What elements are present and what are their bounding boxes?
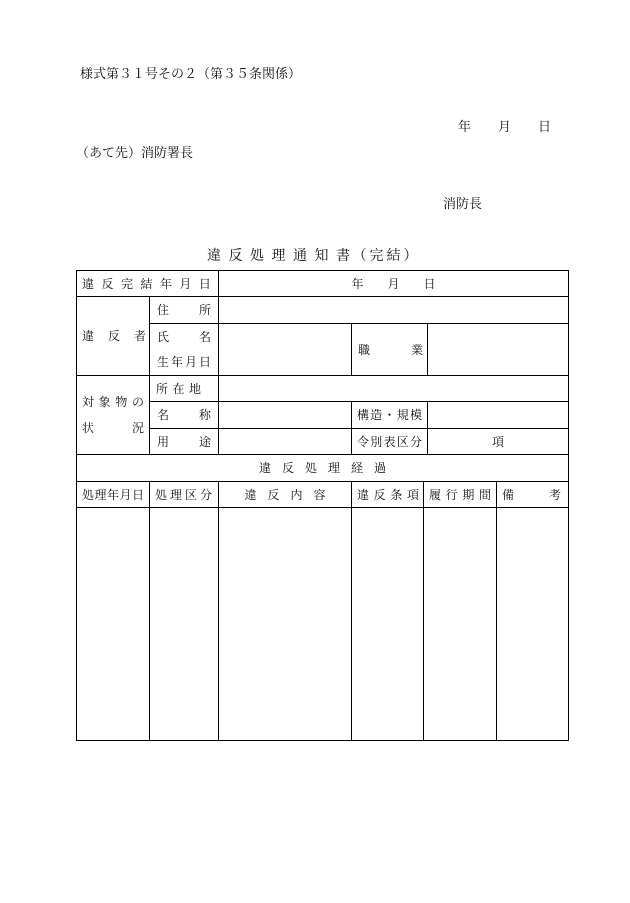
name-birthdate-labels — [157, 331, 211, 368]
completion-date-fields — [219, 278, 568, 290]
title-main: 違反処理通知書 — [207, 248, 358, 264]
history-column-remarks — [496, 507, 569, 741]
name-birthdate-value-cell — [218, 323, 352, 376]
label-character: 理 — [94, 487, 107, 502]
label-character: 対 — [82, 395, 95, 409]
completion-date-day-label: 日 — [423, 276, 436, 291]
document-title — [207, 249, 421, 263]
label-character: 項 — [406, 487, 419, 502]
ordinance-category-value-cell — [427, 428, 569, 455]
label-character: 名 — [157, 408, 170, 422]
label-character: 結 — [140, 276, 153, 291]
issue-date — [458, 121, 551, 134]
history-header-processing-date — [76, 481, 150, 508]
location-label — [156, 383, 201, 395]
label-character: 地 — [188, 381, 201, 396]
label-character: 反 — [101, 276, 114, 291]
label-character: 期 — [462, 487, 475, 502]
label-character: 職 — [358, 342, 371, 357]
history-header-compliance-period-label — [429, 489, 491, 501]
address-label — [157, 304, 211, 316]
label-character: 条 — [390, 487, 403, 502]
label-character: 日 — [131, 487, 144, 502]
completion-date-year-label: 年 — [351, 276, 364, 291]
violator-label-cell — [76, 296, 150, 376]
history-column-violated-clause — [351, 507, 424, 741]
process-history-title-cell — [76, 454, 569, 482]
address-value-cell — [218, 296, 569, 324]
label-character: 別 — [370, 434, 383, 449]
label-character: の — [131, 395, 144, 409]
label-character: 間 — [478, 487, 491, 502]
label-character: 象 — [98, 395, 111, 409]
object-name-label — [157, 409, 211, 421]
process-history-title: 違反処理経過 — [258, 461, 397, 475]
history-header-processing-date-label — [82, 489, 144, 501]
structure-scale-label — [357, 409, 422, 421]
label-character: 模 — [409, 408, 422, 422]
ordinance-category-label — [357, 436, 422, 448]
occupation-value-cell — [427, 323, 569, 376]
name-birthdate-label-cell — [149, 323, 219, 376]
history-header-violation-content-label: 違反内容 — [244, 487, 337, 502]
label-character: 月 — [184, 355, 197, 369]
structure-scale-label-cell — [351, 401, 428, 429]
structure-scale-value-cell — [427, 401, 569, 429]
label-character: 状 — [82, 421, 95, 435]
addressee: （あて先）消防署長 — [76, 146, 194, 161]
address-label-cell — [149, 296, 219, 324]
label-character: 名 — [198, 330, 211, 344]
issue-date-day-label: 日 — [538, 120, 552, 135]
history-header-violated-clause — [351, 481, 424, 508]
label-character: 区 — [184, 487, 197, 502]
birthdate-label — [157, 356, 211, 368]
label-character: 物 — [115, 395, 128, 409]
name-label — [157, 331, 211, 343]
history-header-remarks — [496, 481, 569, 508]
label-character: 所 — [198, 303, 211, 317]
target-status-labels — [82, 396, 144, 434]
label-character: 違 — [82, 276, 95, 291]
label-character: 理 — [169, 487, 182, 502]
label-character: 違 — [82, 329, 95, 343]
label-character: 用 — [157, 434, 170, 449]
ordinance-item-unit: 項 — [491, 434, 504, 449]
label-character: 規 — [396, 408, 409, 422]
completion-date-month-label: 月 — [387, 276, 400, 291]
history-header-compliance-period — [423, 481, 497, 508]
label-character: 月 — [119, 487, 132, 502]
usage-value-cell — [218, 428, 352, 455]
label-character: 完 — [120, 276, 133, 291]
completion-date-label-cell — [76, 270, 219, 297]
usage-label-cell — [149, 428, 219, 455]
label-character: 称 — [198, 408, 211, 422]
history-header-violation-content — [218, 481, 352, 508]
completion-date-label — [82, 278, 211, 290]
label-character: 年 — [159, 276, 172, 291]
label-character: ・ — [383, 408, 396, 422]
label-character: 年 — [170, 355, 183, 369]
title-suffix: （完結） — [352, 248, 421, 264]
history-column-violation-content — [218, 507, 352, 741]
label-character: 在 — [172, 381, 185, 396]
label-character: 途 — [198, 434, 211, 449]
history-column-processing-date — [76, 507, 150, 741]
history-column-compliance-period — [423, 507, 497, 741]
label-character: 年 — [106, 487, 119, 502]
label-character: 処 — [155, 487, 168, 502]
label-character: 況 — [131, 421, 144, 435]
label-character: 違 — [357, 487, 370, 502]
label-character: 業 — [410, 342, 423, 357]
target-status-label-line1 — [82, 396, 144, 408]
label-character: 日 — [198, 355, 211, 369]
label-character: 反 — [373, 487, 386, 502]
history-header-remarks-label — [502, 489, 561, 501]
occupation-label-cell — [351, 323, 428, 376]
violator-label — [82, 330, 146, 342]
label-character: 分 — [199, 487, 212, 502]
label-character: 処 — [82, 487, 95, 502]
label-character: 住 — [157, 303, 170, 317]
history-header-processing-type — [149, 481, 219, 508]
history-header-processing-type-label — [155, 489, 212, 501]
label-character: 履 — [429, 487, 442, 502]
usage-label — [157, 436, 211, 448]
label-character: 備 — [502, 487, 515, 502]
label-character: 考 — [548, 487, 561, 502]
occupation-label — [358, 344, 423, 356]
completion-date-value-cell — [218, 270, 569, 297]
form-number: 様式第３１号その２（第３５条関係） — [80, 67, 302, 82]
label-character: 日 — [198, 276, 211, 291]
issue-date-year-label: 年 — [458, 120, 472, 135]
label-character: 者 — [133, 329, 146, 343]
target-status-label-cell — [76, 375, 150, 455]
ordinance-category-label-cell — [351, 428, 428, 455]
history-header-violated-clause-label — [357, 489, 419, 501]
label-character: 氏 — [157, 330, 170, 344]
location-value-cell — [218, 375, 569, 402]
label-character: 区 — [396, 434, 409, 449]
label-character: 生 — [157, 355, 170, 369]
label-character: 表 — [383, 434, 396, 449]
location-label-cell — [149, 375, 219, 402]
sender: 消防長 — [443, 197, 483, 212]
label-character: 行 — [445, 487, 458, 502]
label-character: 反 — [107, 329, 120, 343]
target-status-label-line2 — [82, 422, 144, 434]
label-character: 月 — [179, 276, 192, 291]
history-column-processing-type — [149, 507, 219, 741]
object-name-value-cell — [218, 401, 352, 429]
label-character: 令 — [357, 434, 370, 449]
issue-date-month-label: 月 — [498, 120, 512, 135]
label-character: 所 — [156, 381, 169, 396]
label-character: 構 — [357, 408, 370, 422]
label-character: 造 — [370, 408, 383, 422]
object-name-label-cell — [149, 401, 219, 429]
label-character: 分 — [409, 434, 422, 449]
